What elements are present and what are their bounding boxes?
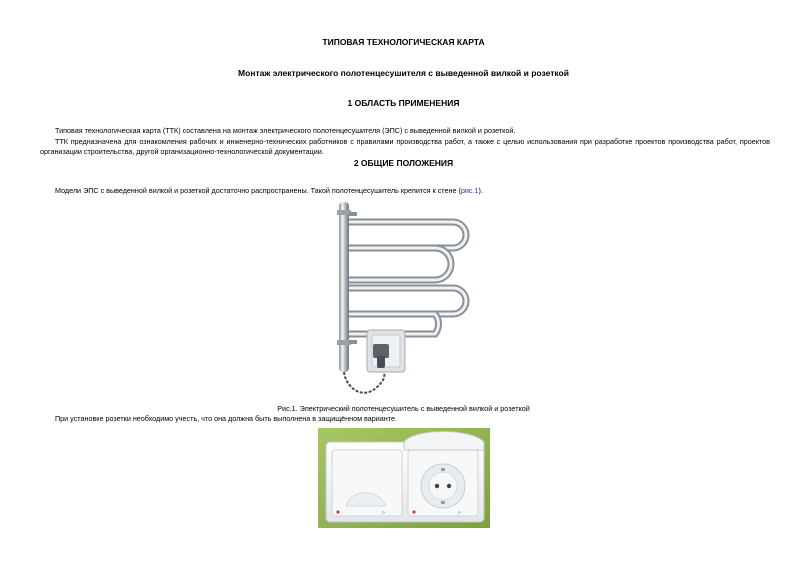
section2-heading: 2 ОБЩИЕ ПОЛОЖЕНИЯ [353, 158, 454, 168]
svg-text:ᐅ: ᐅ [458, 510, 462, 515]
section1-paragraph2-line1: ТТК предназначена для ознакомления рабочих и инженерно-технических работников с правилами производства работ, а также с целью использования при разработке проектов производства работ, проектов [55, 137, 770, 146]
svg-text:ᐅ: ᐅ [382, 510, 386, 515]
section1-heading: 1 ОБЛАСТЬ ПРИМЕНЕНИЯ [347, 98, 460, 108]
section2-paragraph1-text: Модели ЭПС с выведенной вилкой и розеткой достаточно распространены. Такой полотенцесушитель крепится к стене ( [55, 186, 461, 195]
section2-paragraph2: При установке розетки необходимо учесть, что она должна быть выполнена в защищённом варианте. [55, 414, 397, 423]
section1-paragraph1: Типовая технологическая карта (ТТК) составлена на монтаж электрического полотенцесушителя (ЭПС) с выведенной вилкой и розеткой. [55, 126, 516, 135]
section2-paragraph1-end: ). [478, 186, 483, 195]
figure1-link[interactable]: рис.1 [460, 186, 479, 195]
protected-socket-image [318, 428, 490, 528]
figure1-caption: Рис.1. Электрический полотенцесушитель с выведенной вилкой и розеткой [277, 404, 530, 413]
document-title: ТИПОВАЯ ТЕХНОЛОГИЧЕСКАЯ КАРТА [322, 37, 485, 47]
section2-paragraph1 [55, 186, 483, 196]
document-subtitle: Монтаж электрического полотенцесушителя с выведенной вилкой и розеткой [238, 68, 569, 78]
towel-dryer-image [325, 200, 475, 400]
section1-paragraph2-line2: организации строительства, другой организационно-технологической документации. [40, 147, 324, 156]
